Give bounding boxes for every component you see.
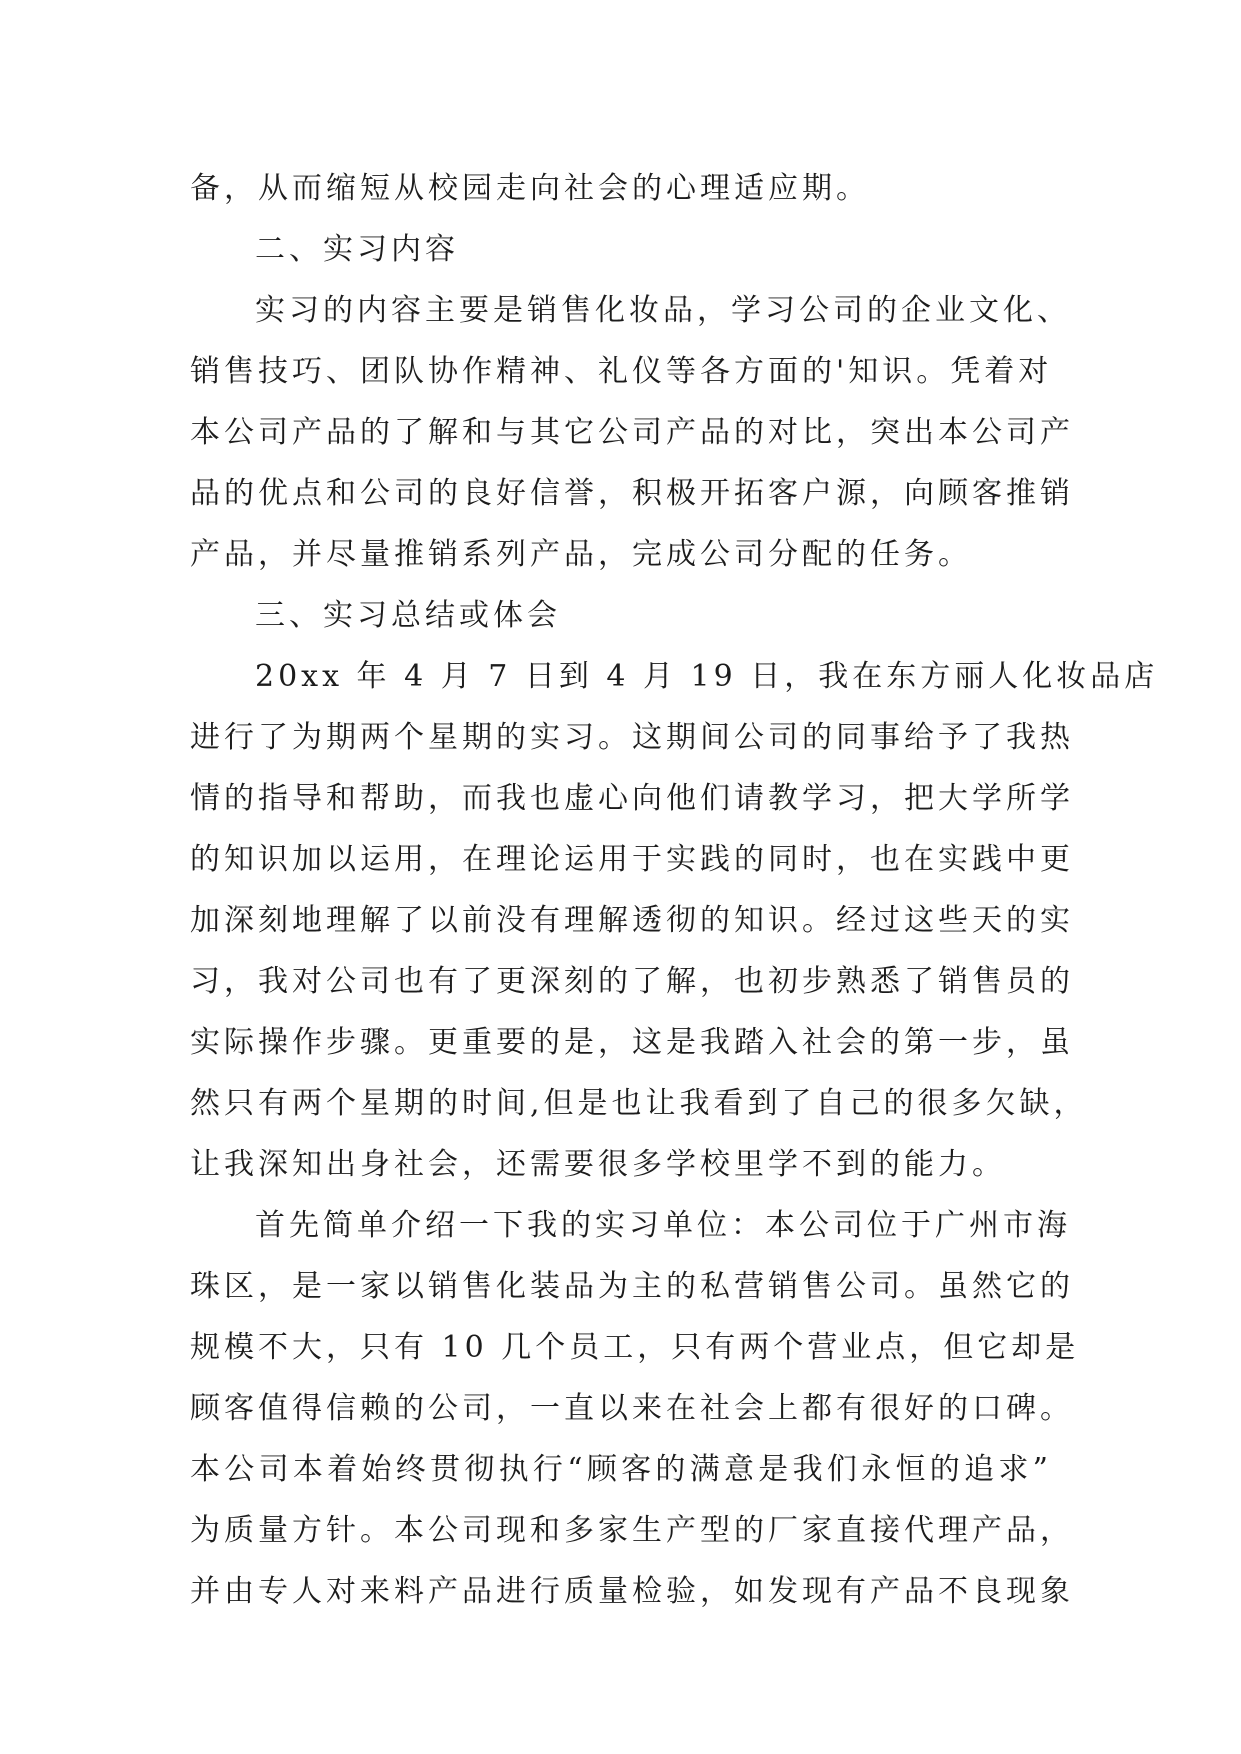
- text-line: 20xx 年 4 月 7 日到 4 月 19 日，我在东方丽人化妆品店: [255, 659, 1159, 694]
- section-heading: 二、实习内容: [255, 232, 459, 267]
- text-line: 本公司本着始终贯彻执行“顾客的满意是我们永恒的追求”: [190, 1452, 1052, 1487]
- text-line: 进行了为期两个星期的实习。这期间公司的同事给予了我热: [190, 720, 1074, 755]
- text-line: 让我深知出身社会，还需要很多学校里学不到的能力。: [190, 1147, 1006, 1182]
- text-line: 实习的内容主要是销售化妆品，学习公司的企业文化、: [255, 293, 1071, 328]
- text-line: 的知识加以运用，在理论运用于实践的同时，也在实践中更: [190, 842, 1074, 877]
- document-body: [190, 158, 1159, 1622]
- text-line: 情的指导和帮助，而我也虚心向他们请教学习，把大学所学: [190, 781, 1074, 816]
- text-line: 本公司产品的了解和与其它公司产品的对比，突出本公司产: [190, 415, 1074, 450]
- text-line: 备，从而缩短从校园走向社会的心理适应期。: [190, 171, 870, 206]
- text-line: 然只有两个星期的时间,但是也让我看到了自己的很多欠缺，: [190, 1086, 1088, 1121]
- text-line: 珠区，是一家以销售化装品为主的私营销售公司。虽然它的: [190, 1269, 1074, 1304]
- text-line: 加深刻地理解了以前没有理解透彻的知识。经过这些天的实: [190, 903, 1074, 938]
- text-line: 为质量方针。本公司现和多家生产型的厂家直接代理产品，: [190, 1513, 1074, 1548]
- text-line: 销售技巧、团队协作精神、礼仪等各方面的'知识。凭着对: [190, 354, 1053, 389]
- text-line: 品的优点和公司的良好信誉，积极开拓客户源，向顾客推销: [190, 476, 1074, 511]
- text-line: 首先简单介绍一下我的实习单位：本公司位于广州市海: [255, 1208, 1071, 1243]
- text-line: 习，我对公司也有了更深刻的了解，也初步熟悉了销售员的: [190, 964, 1074, 999]
- section-heading: 三、实习总结或体会: [255, 598, 561, 633]
- text-line: 规模不大，只有 10 几个员工，只有两个营业点，但它却是: [190, 1330, 1080, 1365]
- text-line: 并由专人对来料产品进行质量检验，如发现有产品不良现象: [190, 1574, 1074, 1609]
- text-line: 实际操作步骤。更重要的是，这是我踏入社会的第一步，虽: [190, 1025, 1074, 1060]
- text-line: 产品，并尽量推销系列产品，完成公司分配的任务。: [190, 537, 972, 572]
- text-line: 顾客值得信赖的公司，一直以来在社会上都有很好的口碑。: [190, 1391, 1074, 1426]
